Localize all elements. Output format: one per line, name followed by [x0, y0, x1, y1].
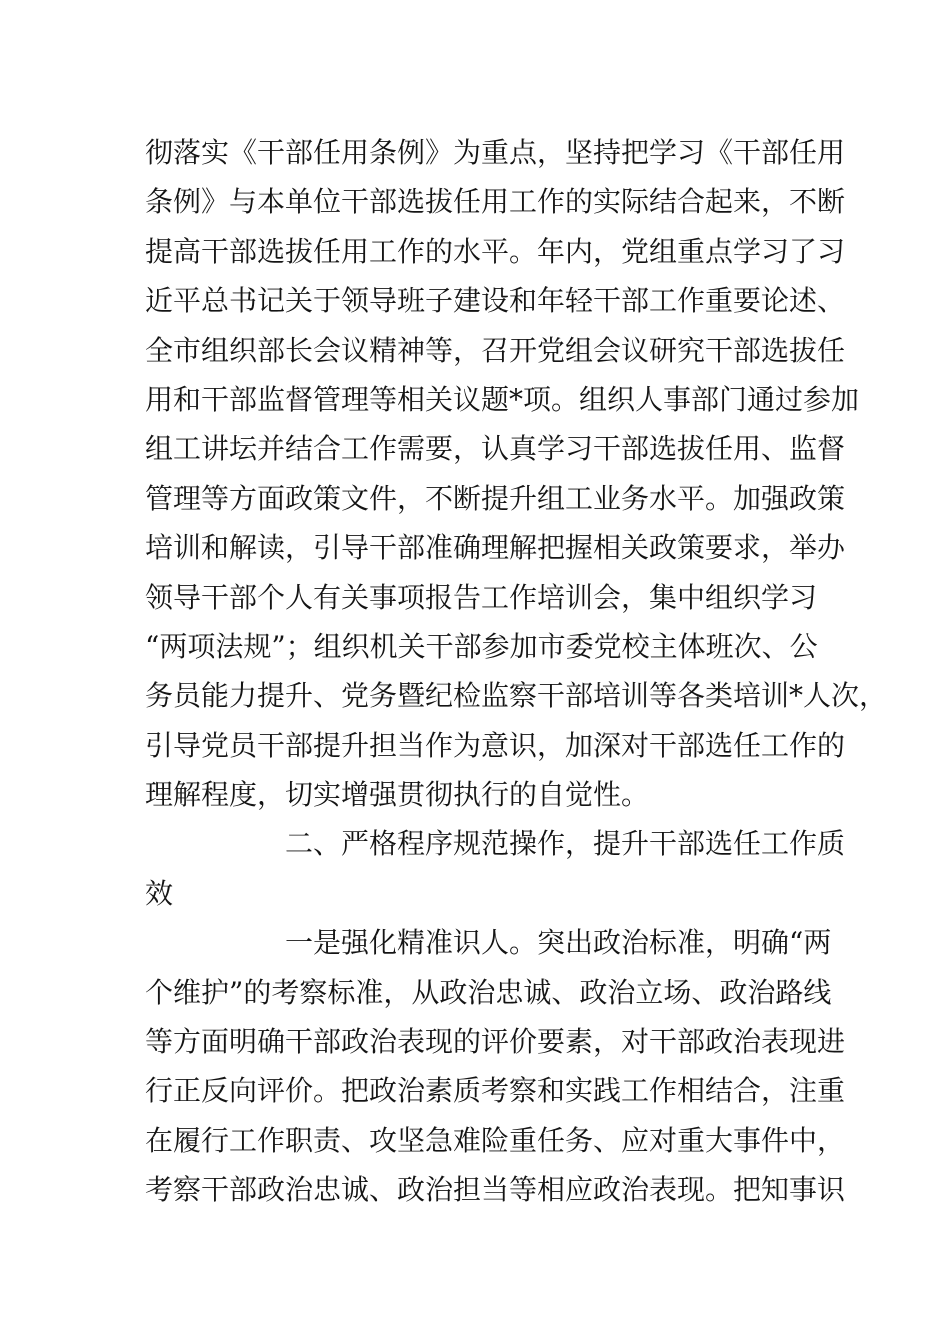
section-heading-continuation: 效 — [145, 876, 174, 910]
paragraph-line: 管理等方面政策文件，不断提升组工业务水平。加强政策 — [145, 481, 846, 515]
paragraph-line: 等方面明确干部政治表现的评价要素，对干部政治表现进 — [145, 1025, 846, 1059]
paragraph-line: 理解程度，切实增强贯彻执行的自觉性。 — [145, 778, 650, 812]
paragraph-line: 引导党员干部提升担当作为意识，加深对干部选任工作的 — [145, 728, 846, 762]
paragraph-line: 提高干部选拔任用工作的水平。年内，党组重点学习了习 — [145, 234, 846, 268]
paragraph-line: 务员能力提升、党务暨纪检监察干部培训等各类培训*人次， — [145, 679, 888, 713]
paragraph-line: 行正反向评价。把政治素质考察和实践工作相结合，注重 — [145, 1074, 846, 1108]
paragraph-line: “两项法规”；组织机关干部参加市委党校主体班次、公 — [145, 629, 818, 663]
paragraph-line: 个维护”的考察标准，从政治忠诚、政治立场、政治路线 — [145, 975, 832, 1009]
paragraph-line: 在履行工作职责、攻坚急难险重任务、应对重大事件中， — [145, 1123, 846, 1157]
paragraph-line: 培训和解读，引导干部准确理解把握相关政策要求，举办 — [145, 531, 846, 565]
paragraph-line: 彻落实《干部任用条例》为重点，坚持把学习《干部任用 — [145, 136, 846, 169]
paragraph-line: 领导干部个人有关事项报告工作培训会，集中组织学习 — [145, 580, 818, 614]
paragraph-line: 组工讲坛并结合工作需要，认真学习干部选拔任用、监督 — [145, 432, 846, 466]
paragraph-line: 用和干部监督管理等相关议题*项。组织人事部门通过参加 — [145, 382, 860, 416]
paragraph-line: 条例》与本单位干部选拔任用工作的实际结合起来，不断 — [145, 185, 846, 219]
document-body — [145, 128, 888, 1215]
paragraph-line: 全市组织部长会议精神等，召开党组会议研究干部选拔任 — [145, 333, 846, 367]
section-heading: 二、严格程序规范操作，提升干部选任工作质 — [285, 827, 846, 861]
paragraph-first-line: 一是强化精准识人。突出政治标准，明确“两 — [285, 926, 832, 960]
paragraph-line: 近平总书记关于领导班子建设和年轻干部工作重要论述、 — [145, 284, 846, 318]
paragraph-line: 考察干部政治忠诚、政治担当等相应政治表现。把知事识 — [145, 1173, 846, 1207]
